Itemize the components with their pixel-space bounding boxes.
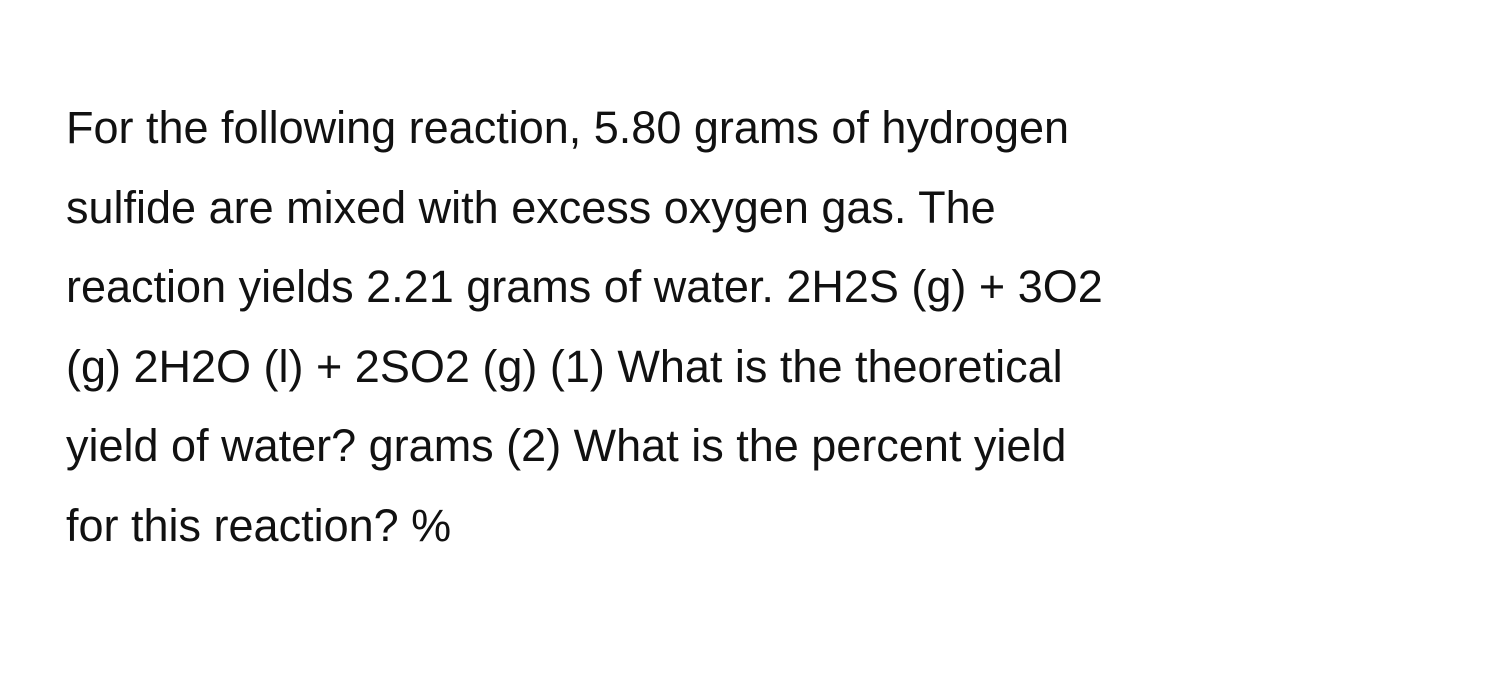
question-line: (g) 2H2O (l) + 2SO2 (g) (1) What is the theoretical (66, 340, 1063, 392)
question-line: yield of water? grams (2) What is the percent yield (66, 420, 1067, 471)
question-line: sulfide are mixed with excess oxygen gas. The (66, 181, 996, 233)
question-line: For the following reaction, 5.80 grams of hydrogen (66, 102, 1070, 153)
question-text (66, 88, 1456, 565)
question-line: for this reaction? % (66, 499, 452, 551)
question-line: reaction yields 2.21 grams of water. 2H2S (g) + 3O2 (66, 261, 1103, 312)
